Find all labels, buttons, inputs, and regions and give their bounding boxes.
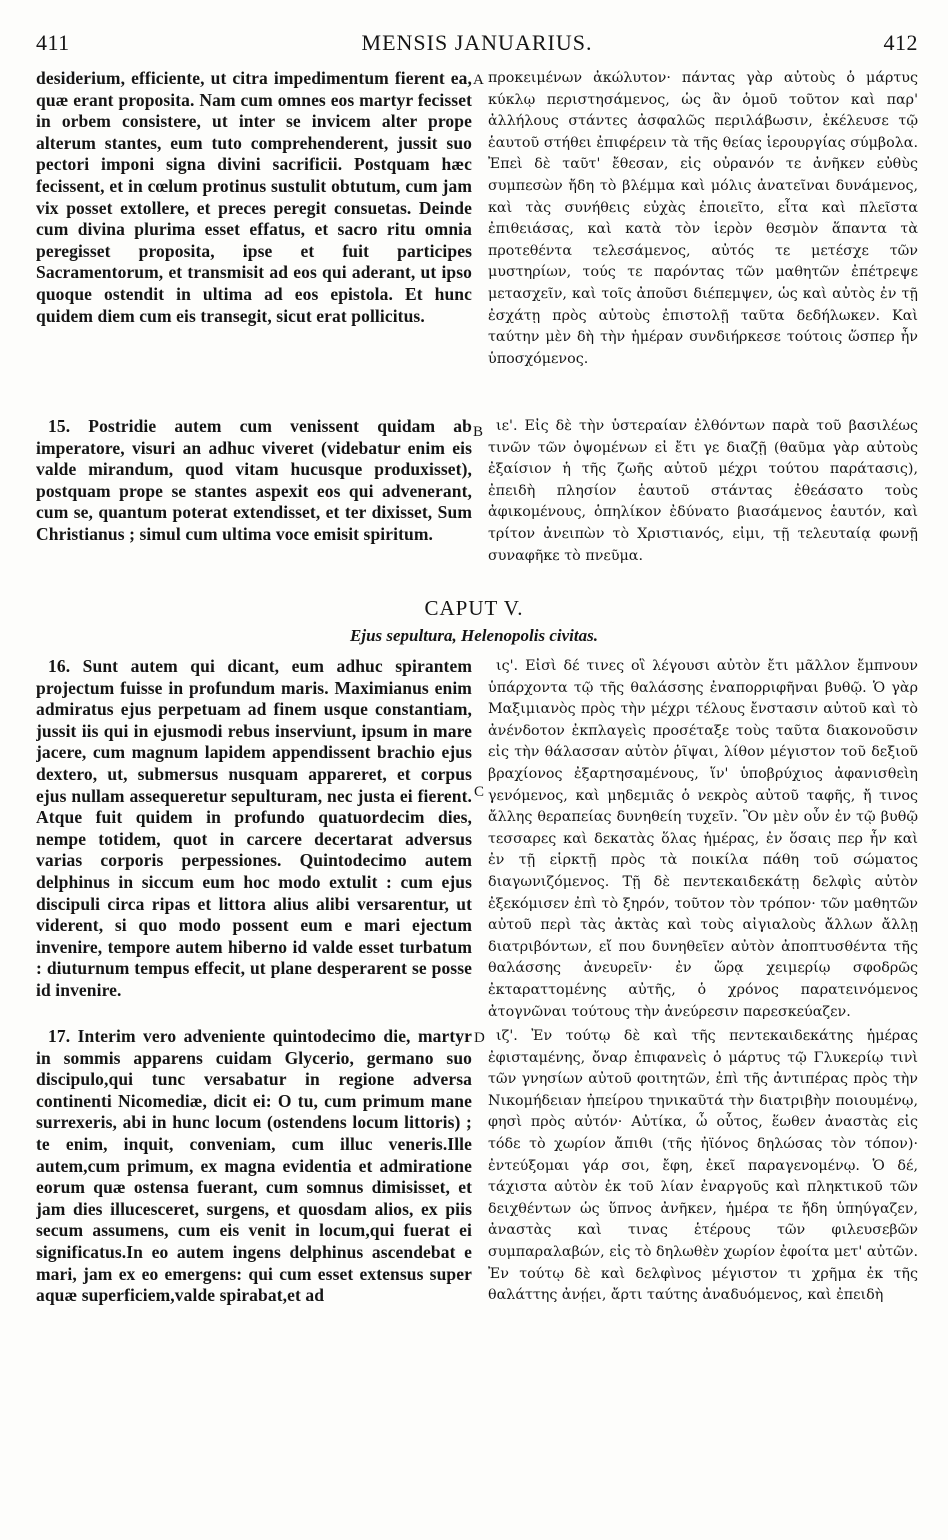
chapter-subtitle: Ejus sepultura, Helenopolis civitas.	[350, 626, 598, 645]
latin-paragraph-17: 17. Interim vero adveniente quintodecimo die, martyr in sommis apparens cuidam Glycerio, germano suo discipulo,qui tunc versabatur in regione adversa continenti Nicomediæ, dicit ei: O tu, cum primum mane surrexeris, abi in hunc locum (ostendens locum littoris) ; te enim, inquit, conveniam, cum illuc veneris.Ille autem,cum primum, ex magna evidentia et admiratione eorum quæ ostensa fuerant, cum somnus dimisisset, et jam dies illucesceret, surgens, et quosdam alios, ex piis secum assumens, cum eis venit in locum,qui fuerat ei significatus.In eo autem ingens delphinus ascendebat e mari, jam ex eo emergens: qui cum esset extensus super aquæ superficiem,valde spirabat,et ad	[36, 1026, 472, 1306]
running-title: MENSIS JANUARIUS.	[361, 30, 593, 55]
margin-marker-a: A	[473, 72, 484, 88]
page-number-left: 411	[36, 30, 70, 55]
latin-paragraph-14: desiderium, efficiente, ut citra impedimentum fierent ea, quæ erant proposita. Nam cum omnes eos martyr fecisset in orbem consistere, ut inter se invicem alter prope alterum stantes, eum tuto comprehenderent, jussit suo pectori imponi signa divini sacrificii. Postquam hæc fecissent, et in cœlum protinus sustulit obtutum, cum jam vix posset extollere, et preces peregit consuetas. Deinde cum divina plurima esset effatus, et sacro ritu omnia peregisset proposita, ipse et fuit participes Sacramentorum, et transmisit ad eos qui aderant, ut ipso quoque ostendit in ultima ad eos epistola. Et hunc quidem diem cum eis transegit, sicut erat pollicitus.	[36, 68, 472, 326]
margin-marker-c: C	[474, 784, 485, 800]
greek-paragraph-15: ιε'. Εἰς δὲ τὴν ὑστεραίαν ἐλθόντων παρὰ τοῦ βασιλέως τινῶν τῶν ὀψομένων εἰ ἔτι γε διαζῇ (θαῦμα γὰρ αὐτοὺς ἐξαίσιον ἡ τῆς ζωῆς αὐτοῦ μέχρι τούτου παράτασις), ἐπειδὴ πλησίον ἑαυτοῦ στάντας ἐθεάσατο τοὺς ἀφικομένους, ὁπηλίκον ἐδύνατο βιασάμενος ἑαυτόν, καὶ τρίτον ἀνειπὼν τὸ Χριστιανός, εἰμι, τῇ τελευταίᾳ φωνῇ συναφῆκε τὸ πνεῦμα.	[488, 418, 918, 564]
margin-marker-d: D	[474, 1030, 485, 1046]
running-header	[36, 30, 918, 58]
latin-paragraph-15: 15. Postridie autem cum venissent quidam ab imperatore, visuri an adhuc viveret (videbatur enim eis valde mirandum, quod vitam hucusque produxisset), postquam prope se stantes aspexit eos qui advenerant, cum se, quantum poterat extendisset, et ter dixisset, Sum Christianus ; simul cum ultima voce emisit spiritum.	[36, 416, 472, 544]
greek-paragraph-16: ις'. Εἰσὶ δέ τινες οἳ λέγουσι αὐτὸν ἔτι μᾶλλον ἔμπνουν ὑπάρχοντα τῷ τῆς θαλάσσης ἐναπορριφῆναι βυθῷ. Ὁ γὰρ Μαξιμιανὸς πρὸς τὴν μέχρι τέλους ἔνστασιν αὐτοῦ καὶ τὸ ἀνένδοτον ἐκπλαγεὶς προσέταξε τοὺς ταῦτα διακονοῦσιν εἰς τὴν θάλασσαν αὐτὸν ῥῖψαι, λίθον μέγιστον τοῦ δεξιοῦ βραχίονος ἐξαρτησαμένους, ἵν' ὑποβρύχιος ἀφανισθεὶη γενόμενος, καὶ μηδεμιᾶς ὁ νεκρὸς αὐτοῦ ταφῆς, ἤ τινος ἄλλης θεραπείας δυνηθείη τυχεῖν. Ὃν μὲν οὖν ἐν τῷ βυθῷ τεσσαρες καὶ δεκατὰς ὅλας ἡμέρας, ἐν ὅσαις περ ἦν καὶ ἐν τῇ εἱρκτῇ πρὸς τὰ ποικίλα πάθη τοῦ σώματος διαγωνιζόμενος. Τῇ δὲ πεντεκαιδεκάτῃ δελφὶς αὐτὸν ἐξεκόμισεν ἐπὶ τὸ ξηρόν, τοῦτον τὸν τρόπον· τῶν μαθητῶν αὐτοῦ περὶ τὰς ἀκτὰς καὶ τοὺς αἰγιαλοὺς ἄλλων ἄλλῃ διατριβόντων, εἴ που δυνηθεῖεν αὐτὸν ἀποπτυσθέντα τῆς θαλάσσης ἀνευρεῖν· ἐν ὥρᾳ χειμερίῳ σφοδρῶς ἐκταραττομένης αὐτῆς, ὁ χρόνος παρατεινόμενος ἀτογνῶναι τούτους τὴν ἀνεύρεσιν παρεσκεύαζεν.	[488, 658, 918, 1020]
page-number-right: 412	[883, 30, 918, 55]
latin-paragraph-16: 16. Sunt autem qui dicant, eum adhuc spirantem projectum fuisse in profundum maris. Maximianus enim admiratus ejus perpetuam ad finem usque constantiam, jussit iis qui in ejusmodi rebus inserviunt, ipsum in mare jacere, cum magnum lapidem appendissent brachio ejus dextero, ut, submersus nusquam appareret, et corpus ejus nullam assequeretur sepulturam, nec justa ei fierent. Atque fuit quidem in profundo quatuordecim dies, nempe totidem, quot in carcere decertarat adversus varias corporis perpessiones. Quintodecimo autem delphinus in siccum eum hoc modo extulit : cum ejus discipuli circa ripas et littora alius alibi versarentur, ut viderent, si quo modo possent eum e mari ejectum invenire, tempore autem hiberno id valde esset turbatum : diuturnum tempus effecit, ut plane desperarent se posse id invenire.	[36, 656, 472, 1000]
greek-paragraph-14: προκειμένων ἀκώλυτον· πάντας γὰρ αὐτοὺς ὁ μάρτυς κύκλῳ περιστησάμενος, ὡς ἂν ὁμοῦ τοῦτον καὶ παρ' ἀλλήλους στάντες ἀσφαλῶς περιλάβωσιν, ἐκέλευσε τῷ ἑαυτοῦ στήθει ἐπιφέρειν τὰ τῆς θείας ἱερουργίας σύμβολα. Ἐπεὶ δὲ ταῦτ' ἔθεσαν, εἰς οὐρανόν τε ἀνῆκεν εὐθὺς συμπεσὼν ἤδη τὸ βλέμμα καὶ μόλις ἀνατεῖναι δυνάμενος, καὶ τὰς συνήθεις εὐχὰς ἐποιεῖτο, εἶτα καὶ πλεῖστα ἐπιθειάσας, καὶ κατὰ τὸν ἱερὸν θεσμὸν ἅπαντα τὰ προτεθέντα τελεσάμενος, αὐτός τε μετέσχε τῶν μυστηρίων, τούς τε παρόντας τῶν μαθητῶν ἐπέτρεψε μετασχεῖν, καὶ τοῖς ἀποῦσι διέπεμψεν, ὡς καὶ αὐτὸς ἐν τῇ ἐσχάτῃ πρὸς αὐτοὺς ἐπιστολῇ ταῦτα δεδήλωκεν. Καὶ ταύτην μὲν δὴ τὴν ἡμέραν συνδιήρκεσε τούτοις ὥσπερ ἦν ὑποσχόμενος.	[488, 70, 918, 367]
chapter-title: CAPUT V.	[424, 596, 524, 620]
margin-marker-b: B	[473, 424, 484, 440]
greek-paragraph-17: ιζ'. Ἐν τούτῳ δὲ καὶ τῆς πεντεκαιδεκάτης ἡμέρας ἐφισταμένης, ὄναρ ἐπιφανεὶς ὁ μάρτυς τῷ Γλυκερίῳ τινὶ τῶν γνησίων αὐτοῦ φοιτητῶν, ἐπὶ τῆς ἀντιπέρας πρὸς τὴν Νικομήδειαν ἠπείρου τηνικαῦτά τὴν διατριβὴν ποιουμένῳ, φησὶ πρὸς αὐτόν· Αὐτίκα, ὦ οὗτος, ἕωθεν ἀναστὰς εἰς τόδε τὸ χωρίον ἄπιθι (τῆς ἠϊόνος δηλώσας τὸν τόπον)· ἐντεύξομαι γάρ σοι, ἔφη, ἐκεῖ παραγενομένῳ. Ὁ δέ, τάχιστα αὐτὸν ἐκ τοῦ λίαν ἐναργοῦς καὶ πληκτικοῦ τῶν δειχθέντων ὡς ὕπνος ἀνῆκεν, ἡμέρα τε ἤδη ὑπηύγαζεν, ἀναστὰς καὶ τινας ἑτέρους τῶν φιλευσεβῶν συμπαραλαβών, εἰς τὸ δηλωθὲν χωρίον ἐφοίτα μετ' αὐτῶν. Ἐν τούτῳ δὲ καὶ δελφὶνος μέγιστον τι χρῆμα ἐκ τῆς θαλάττης ἀνῄει, ἄρτι ταύτης ἀναδυόμενος, καὶ ἐπειδὴ	[488, 1028, 918, 1304]
